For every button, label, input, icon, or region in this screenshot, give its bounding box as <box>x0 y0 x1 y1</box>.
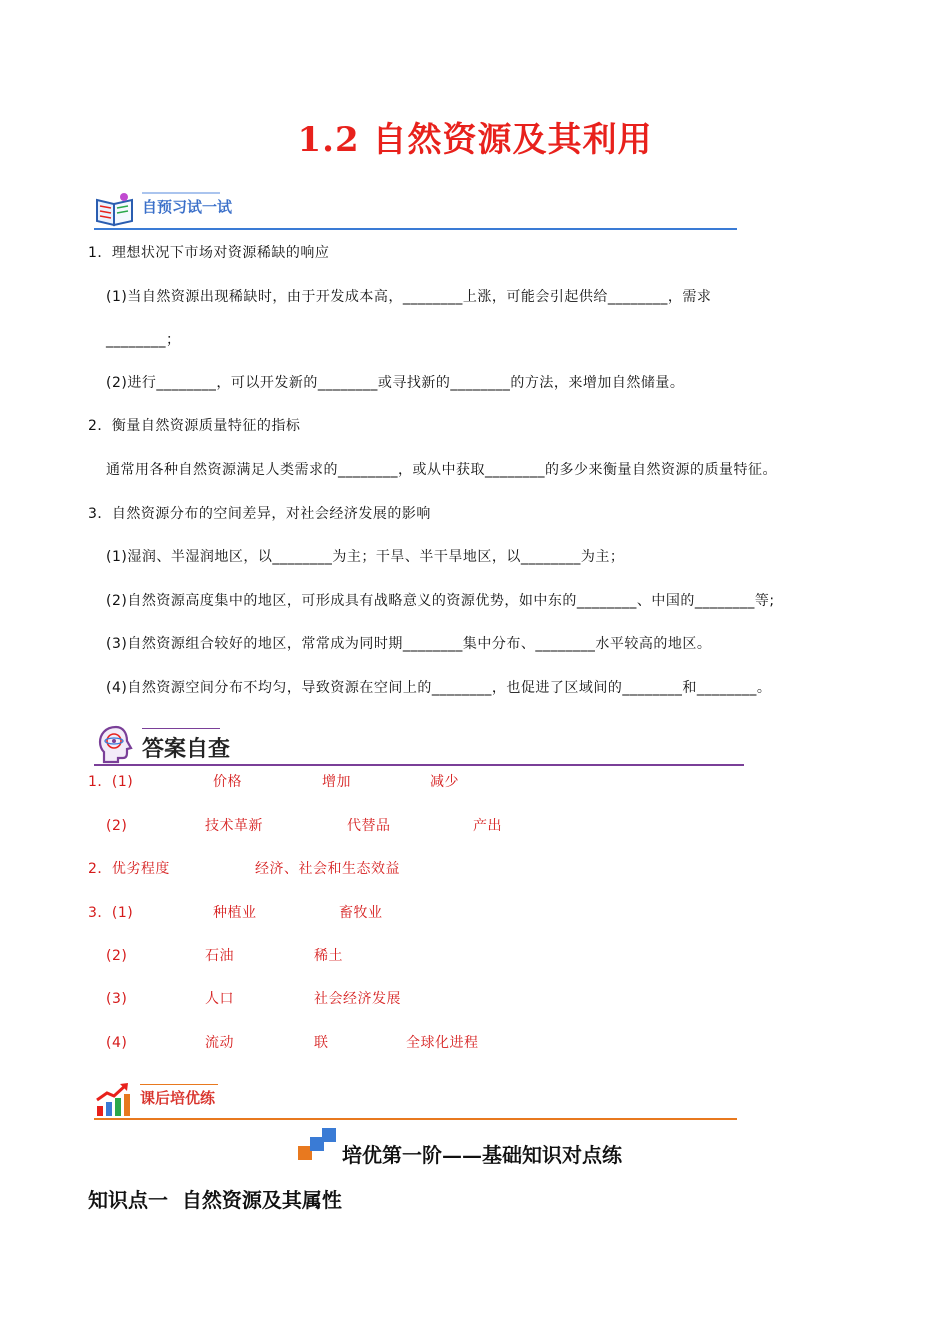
answer-item: 稀土 <box>314 948 343 964</box>
section-preview-header <box>94 188 739 234</box>
q3-heading: 3．自然资源分布的空间差异，对社会经济发展的影响 <box>88 506 431 522</box>
answer-prefix: 1．(1) <box>88 774 134 790</box>
knowledge-point-heading: 知识点一 自然资源及其属性 <box>88 1188 342 1212</box>
answer-item: 价格 <box>213 774 242 790</box>
section-preview-divider <box>94 228 737 230</box>
section-practice-divider <box>94 1118 737 1120</box>
answer-item: 流动 <box>205 1035 234 1051</box>
answer-item: 技术革新 <box>205 818 263 834</box>
q1-heading: 1．理想状况下市场对资源稀缺的响应 <box>88 245 330 261</box>
label-overline <box>142 728 220 729</box>
section-answers-divider <box>94 764 744 766</box>
answer-item: 全球化进程 <box>406 1035 479 1051</box>
answer-item: 人口 <box>205 991 234 1007</box>
answer-prefix: 2．优劣程度 <box>88 861 170 877</box>
answer-item: 增加 <box>322 774 351 790</box>
book-icon <box>94 192 136 228</box>
answer-row <box>106 816 502 836</box>
q2-text: 通常用各种自然资源满足人类需求的________，或从中获取________的多少来衡量自然资源的质量特征。 <box>106 462 777 478</box>
q2-heading: 2．衡量自然资源质量特征的指标 <box>88 418 301 434</box>
answer-item: 经济、社会和生态效益 <box>255 861 400 877</box>
section-answers-header <box>94 722 744 770</box>
answer-item: 产出 <box>473 818 502 834</box>
growth-chart-icon <box>94 1080 132 1118</box>
stairs-icon <box>298 1128 338 1162</box>
answer-prefix: (2) <box>106 948 128 964</box>
answer-row <box>88 859 400 879</box>
answer-item: 代替品 <box>347 818 391 834</box>
brain-head-icon <box>96 724 136 766</box>
answer-row <box>106 989 401 1009</box>
answer-row <box>88 772 459 792</box>
label-overline <box>140 1084 218 1085</box>
answer-prefix: (3) <box>106 991 128 1007</box>
label-overline <box>142 192 220 194</box>
q1-part2: (2)进行________，可以开发新的________或寻找新的________的方法，来增加自然储量。 <box>106 375 685 391</box>
answer-row <box>106 946 343 966</box>
q3-part1: (1)湿润、半湿润地区，以________为主；干旱、半干旱地区，以________为主； <box>106 549 625 565</box>
section-preview-label: 自预习试一试 <box>142 198 233 216</box>
q3-part2: (2)自然资源高度集中的地区，可形成具有战略意义的资源优势，如中东的________、中国的________等; <box>106 593 775 609</box>
answer-prefix: 3．(1) <box>88 905 134 921</box>
answer-row <box>106 1033 479 1053</box>
q1-part1: (1)当自然资源出现稀缺时，由于开发成本高，________上涨，可能会引起供给________，需求 <box>106 289 712 305</box>
answer-item: 石油 <box>205 948 234 964</box>
answer-item: 社会经济发展 <box>314 991 401 1007</box>
page-title: 1.2 自然资源及其利用 <box>297 120 653 160</box>
answer-item: 减少 <box>430 774 459 790</box>
section-practice-label: 课后培优练 <box>140 1089 216 1107</box>
answer-item: 畜牧业 <box>339 905 383 921</box>
q3-part3: (3)自然资源组合较好的地区，常常成为同时期________集中分布、________水平较高的地区。 <box>106 636 712 652</box>
answer-prefix: (4) <box>106 1035 128 1051</box>
q1-part1-cont: ________； <box>106 332 181 348</box>
section-practice-header <box>94 1078 739 1124</box>
answer-item: 联 <box>314 1035 329 1051</box>
answer-row <box>88 903 383 923</box>
answer-item: 种植业 <box>213 905 257 921</box>
stage-title: 培优第一阶——基础知识对点练 <box>342 1143 622 1167</box>
answer-prefix: (2) <box>106 818 128 834</box>
q3-part4: (4)自然资源空间分布不均匀，导致资源在空间上的________，也促进了区域间的________和________。 <box>106 680 772 696</box>
section-answers-label: 答案自查 <box>142 737 231 762</box>
